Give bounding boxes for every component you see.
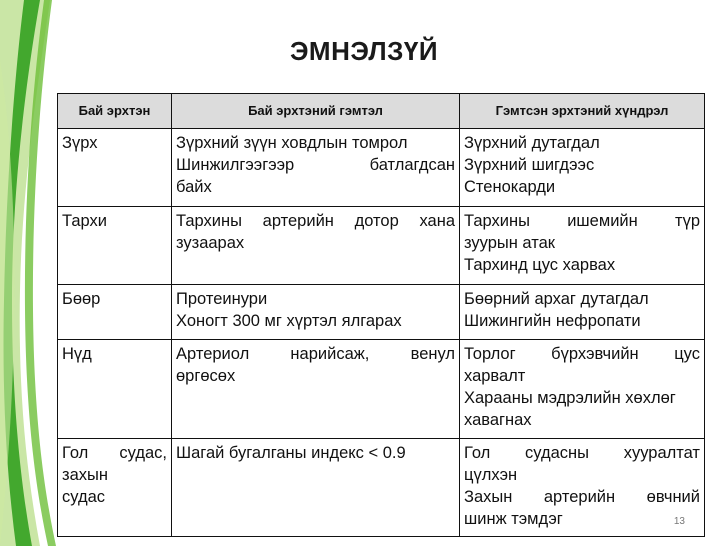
complication-text: Захын артерийн өвчний <box>464 488 700 506</box>
organ-text: Тархи <box>62 212 107 230</box>
complication-cell <box>460 439 705 537</box>
organ-cell <box>58 439 172 537</box>
header-complication: Гэмтсэн эрхтэний хүндрэл <box>460 94 705 129</box>
damage-text: Тархины артерийн дотор хана <box>176 212 455 230</box>
organ-cell <box>58 129 172 207</box>
organ-cell <box>58 207 172 285</box>
damage-text: Протеинури <box>176 290 268 308</box>
damage-cell <box>172 285 460 340</box>
complication-cell <box>460 207 705 285</box>
damage-cell <box>172 439 460 537</box>
damage-text: өргөсөх <box>176 367 236 385</box>
complication-text: Харааны мэдрэлийн хөхлөг <box>464 389 676 407</box>
organ-cell <box>58 340 172 439</box>
complication-text: Зүрхний шигдээс <box>464 156 595 174</box>
table-row <box>58 439 705 537</box>
organ-text: Зүрх <box>62 134 98 152</box>
organ-text: судас <box>62 488 106 506</box>
damage-text: зузаарах <box>176 234 245 252</box>
complication-cell <box>460 129 705 207</box>
damage-cell <box>172 129 460 207</box>
organ-text: Нүд <box>62 345 92 363</box>
damage-text: Шагай бугалганы индекс < 0.9 <box>176 444 406 462</box>
complication-text: Тархинд цус харвах <box>464 256 616 274</box>
page-number: 13 <box>673 516 685 527</box>
complication-text: харвалт <box>464 367 526 385</box>
organ-cell <box>58 285 172 340</box>
complication-text: хавагнах <box>464 411 532 429</box>
damage-text: Хоногт 300 мг хүртэл ялгарах <box>176 312 402 330</box>
table-row <box>58 129 705 207</box>
complication-text: шинж тэмдэг <box>464 510 563 528</box>
header-organ-damage: Бай эрхтэний гэмтэл <box>172 94 460 129</box>
page-title: ЭМНЭЛЗҮЙ <box>289 36 439 66</box>
complication-text: зуурын атак <box>464 234 556 252</box>
organ-text: Гол судас, <box>62 444 167 462</box>
complication-text: Гол судасны хууралтат <box>464 444 700 462</box>
damage-text: Артериол нарийсаж, венул <box>176 345 455 363</box>
complication-text: Стенокарди <box>464 178 556 196</box>
damage-cell <box>172 207 460 285</box>
organ-text: захын <box>62 466 108 484</box>
complication-text: Тархины ишемийн түр <box>464 212 700 230</box>
complication-cell <box>460 285 705 340</box>
damage-text: Шинжилгээгээр батлагдсан <box>176 156 455 174</box>
complication-text: Шижингийн нефропати <box>464 312 641 330</box>
damage-text: байх <box>176 178 212 196</box>
header-target-organ: Бай эрхтэн <box>58 94 172 129</box>
table-row <box>58 340 705 439</box>
table-header-row <box>58 94 705 129</box>
damage-cell <box>172 340 460 439</box>
complication-text: Бөөрний архаг дутагдал <box>464 290 649 308</box>
complication-text: Зүрхний дутагдал <box>464 134 600 152</box>
organ-damage-table <box>57 93 705 537</box>
table-row <box>58 285 705 340</box>
damage-text: Зүрхний зүүн ховдлын томрол <box>176 134 408 152</box>
complication-text: цүлхэн <box>464 466 518 484</box>
complication-text: Торлог бүрхэвчийн цус <box>464 345 700 363</box>
table-row <box>58 207 705 285</box>
complication-cell <box>460 340 705 439</box>
organ-text: Бөөр <box>62 290 101 308</box>
